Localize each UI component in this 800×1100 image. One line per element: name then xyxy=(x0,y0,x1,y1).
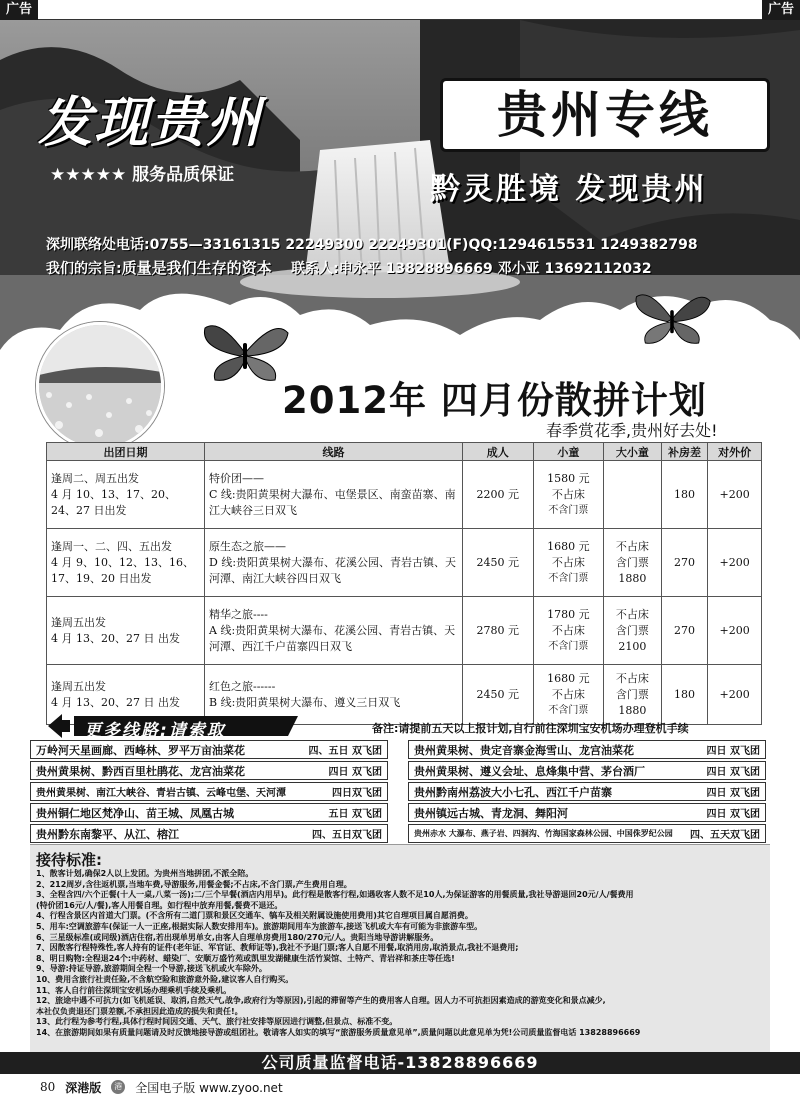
ad-tag-left: 广告 xyxy=(0,0,38,20)
child-price: 1680 元 不占床 不含门票 xyxy=(533,665,604,725)
butterfly-icon xyxy=(632,284,712,354)
plan-title: 2012年 四月份散拼计划 xyxy=(282,379,707,422)
list-item: 5、用车:空调旅游车(保证一人一正座,根据实际人数安排用车)。旅游期间用车为旅游车,接送飞机或大车有可能为非旅游车型。 xyxy=(36,921,483,931)
contact-line: 深圳联络处电话:0755—33161315 22249300 22249301(F)QQ:1294615531 1249382798 xyxy=(46,237,698,253)
hero-slogan: 黔灵胜境 发现贵州 xyxy=(430,172,708,207)
motto-line xyxy=(46,257,652,278)
child-price: 1580 元 不占床 不含门票 xyxy=(533,461,604,529)
route-cell: 特价团—— C 线:贵阳黄果树大瀑布、屯堡景区、南蛮苗寨、南江大峡谷三日双飞 xyxy=(205,461,463,529)
motto-label: 我们的宗旨: xyxy=(46,261,122,277)
flower-field-photo xyxy=(36,322,164,450)
plan-subtitle: 春季赏花季,贵州好去处! xyxy=(546,421,718,440)
hero-title-right: 贵州专线 xyxy=(440,78,770,152)
list-item: 8、明日购物:全程退24个:中药材、蜡染厂、安顺万盛竹苑或凯里发湖健康生活竹炭馆、土特产、青岩祥和茶庄等任选! xyxy=(36,953,455,963)
list-item: 4、行程含景区内首道大门票。(不含所有二道门票和景区交通车、犒车及相关附属设施使用费用)其它自理项目属自愿消费。 xyxy=(36,911,473,921)
col-room-diff: 补房差 xyxy=(661,443,708,461)
list-item: 贵州黄果树、遵义会址、息烽集中营、茅台酒厂 四日 双飞团 xyxy=(408,761,766,780)
route-cell: 精华之旅---- A 线:贵阳黄果树大瀑布、花溪公园、青岩古镇、天河潭、西江千户苗寨四日双飞 xyxy=(205,597,463,665)
ext-price: +200 xyxy=(708,665,762,725)
quality-text: 服务品质保证 xyxy=(132,165,235,185)
ext-price: +200 xyxy=(708,529,762,597)
list-item: 1、散客计划,确保2人以上发团。为贵州当地拼团,不派全陪。 xyxy=(36,869,254,878)
list-item: 本社仅负责退还门票差额,不承担因此造成的损失和责任!。 xyxy=(36,1006,243,1016)
child-price: 1780 元 不占床 不含门票 xyxy=(533,597,604,665)
list-item: 贵州黔南州荔波大小七孔、西江千户苗寨 四日 双飞团 xyxy=(408,782,766,801)
list-item: 14、在旅游期间如果有质量问题请及时反馈地接导游或组团社。敬请客人如实的填写“旅游服务质量意见单”,质量问题以此意见单为凭!公司质量监督电话 13828896669 xyxy=(36,1027,641,1037)
list-item: 12、旅途中遇不可抗力(如飞机延误、取消,自然天气,战争,政府行为等原因),引起的滞留等产生的费用客人自理。因人力不可抗拒因素造成的游览变化和景点减少, xyxy=(36,996,606,1006)
service-standards xyxy=(30,844,770,1052)
butterfly-icon xyxy=(200,318,290,388)
site-link[interactable]: 全国电子版 www.zyoo.net xyxy=(135,1080,283,1095)
table-row xyxy=(47,597,762,665)
page-footer xyxy=(0,1074,800,1100)
standards-title: 接待标准: xyxy=(36,851,102,869)
list-item: 10、费用含旅行社责任险,不含航空险和旅游意外险,建议客人自行购买。 xyxy=(36,974,294,984)
edition-label: 深港版 xyxy=(65,1080,102,1095)
col-child: 小童 xyxy=(533,443,604,461)
big-child-price: 不占床 含门票 2100 xyxy=(604,597,662,665)
room-diff: 180 xyxy=(661,461,708,529)
list-item: 万岭河天星画廊、西峰林、罗平万亩油菜花 四、五日 双飞团 xyxy=(30,740,388,759)
room-diff: 180 xyxy=(661,665,708,725)
top-bar xyxy=(0,0,800,20)
ad-tag-right: 广告 xyxy=(762,0,800,20)
col-big-child: 大小童 xyxy=(604,443,662,461)
contact-persons: 联系人:申永平 13828896669 邓小亚 13692112032 xyxy=(291,261,652,277)
adult-price: 2450 元 xyxy=(463,665,534,725)
schedule-table xyxy=(46,442,762,725)
list-item: 9、导游:持证导游,旅游期间全程一个导游,接送飞机或火车除外。 xyxy=(36,964,267,974)
big-child-price xyxy=(604,461,662,529)
list-item: 贵州黄果树、贵定音寨金海雪山、龙宫油菜花 四日 双飞团 xyxy=(408,740,766,759)
list-item: 贵州赤水 大瀑布、燕子岩、四洞沟、竹海国家森林公园、中国侏罗纪公园 四、五天双飞团 xyxy=(408,824,766,843)
col-adult: 成人 xyxy=(463,443,534,461)
hero-title-left: 发现贵州 xyxy=(38,90,262,154)
quality-stars xyxy=(50,160,234,185)
list-item: 6、三星级标准(或同级)酒店住宿,若出现单男单女,由客人自理单房费用180/270元/人。贵阳当地导游讲解服务。 xyxy=(36,932,439,942)
list-item: 贵州铜仁地区梵净山、苗王城、凤凰古城 五日 双飞团 xyxy=(30,803,388,822)
adult-price: 2780 元 xyxy=(463,597,534,665)
room-diff: 270 xyxy=(661,529,708,597)
child-price: 1680 元 不占床 不含门票 xyxy=(533,529,604,597)
big-child-price: 不占床 含门票 1880 xyxy=(604,665,662,725)
col-ext-price: 对外价 xyxy=(708,443,762,461)
quality-hotline: 公司质量监督电话-13828896669 xyxy=(0,1052,800,1074)
date-cell: 逢周五出发 4 月 13、20、27 日 出发 xyxy=(47,597,205,665)
ext-price: +200 xyxy=(708,597,762,665)
list-item: 7、因散客行程特殊性,客人持有的证件(老年证、军官证、教师证等),我社不予退门票;客人自愿不用餐,取消用房,取消景点,我社不退费用; xyxy=(36,943,519,953)
list-item: 贵州黔东南黎平、从江、榕江 四、五日双飞团 xyxy=(30,824,388,843)
arrow-icon xyxy=(48,714,70,738)
col-date: 出团日期 xyxy=(47,443,205,461)
route-cell: 红色之旅------ B 线:贵阳黄果树大瀑布、遵义三日双飞 xyxy=(205,665,463,725)
star-icons: ★★★★★ xyxy=(50,165,127,185)
routes-list-left xyxy=(30,740,388,845)
room-diff: 270 xyxy=(661,597,708,665)
routes-list-right xyxy=(408,740,766,845)
list-item: 11、客人自行前往深圳宝安机场办理乘机手续及乘机。 xyxy=(36,985,232,995)
big-child-price: 不占床 含门票 1880 xyxy=(604,529,662,597)
adult-price: 2200 元 xyxy=(463,461,534,529)
list-item: 贵州黄果树、黔西百里杜鹃花、龙宫油菜花 四日 双飞团 xyxy=(30,761,388,780)
list-item: 3、全程含四/六个正餐(十人一桌,八菜一汤);二/三个早餐(酒店内用早)。此行程是散客行程,如遇收客人数不足10人,为保证游客的用餐质量,我社导游退回20元/人/餐费用 xyxy=(36,890,634,900)
date-cell: 逢周五出发 4 月 13、20、27 日 出发 xyxy=(47,665,205,725)
list-item: 2、212周岁,含往返机票,当地车费,导游服务,用餐金餐;不占床,不含门票,产生费用自理。 xyxy=(36,879,352,889)
page-number: 80 xyxy=(40,1080,56,1094)
more-routes-text: 更多线路:请索取 xyxy=(84,721,226,741)
list-item: 13、此行程为参考行程,具体行程时间因交通、天气、旅行社安排等原因进行调整,但景点、标准不变。 xyxy=(36,1017,398,1027)
adult-price: 2450 元 xyxy=(463,529,534,597)
edition-badge-icon: 港 xyxy=(111,1080,125,1094)
list-item: 贵州黄果树、南江大峡谷、青岩古镇、云峰屯堡、天河潭 四日双飞团 xyxy=(30,782,388,801)
standards-list xyxy=(36,869,764,1039)
table-row xyxy=(47,461,762,529)
route-cell: 原生态之旅—— D 线:贵阳黄果树大瀑布、花溪公园、青岩古镇、天河潭、南江大峡谷四日双飞 xyxy=(205,529,463,597)
col-route: 线路 xyxy=(205,443,463,461)
date-cell: 逢周一、二、四、五出发 4 月 9、10、12、13、16、17、19、20 日出发 xyxy=(47,529,205,597)
table-row xyxy=(47,529,762,597)
booking-note: 备注:请提前五天以上报计划,自行前往深圳宝安机场办理登机手续 xyxy=(372,722,689,735)
table-header-row xyxy=(47,443,762,461)
date-cell: 逢周二、周五出发 4 月 10、13、17、20、24、27 日出发 xyxy=(47,461,205,529)
ext-price: +200 xyxy=(708,461,762,529)
motto-text: 质量是我们生存的资本 xyxy=(121,259,272,277)
list-item: (特价团16元/人/餐),客人用餐自理。如行程中放弃用餐,餐费不退还。 xyxy=(36,900,283,910)
list-item: 贵州镇远古城、青龙洞、舞阳河 四日 双飞团 xyxy=(408,803,766,822)
